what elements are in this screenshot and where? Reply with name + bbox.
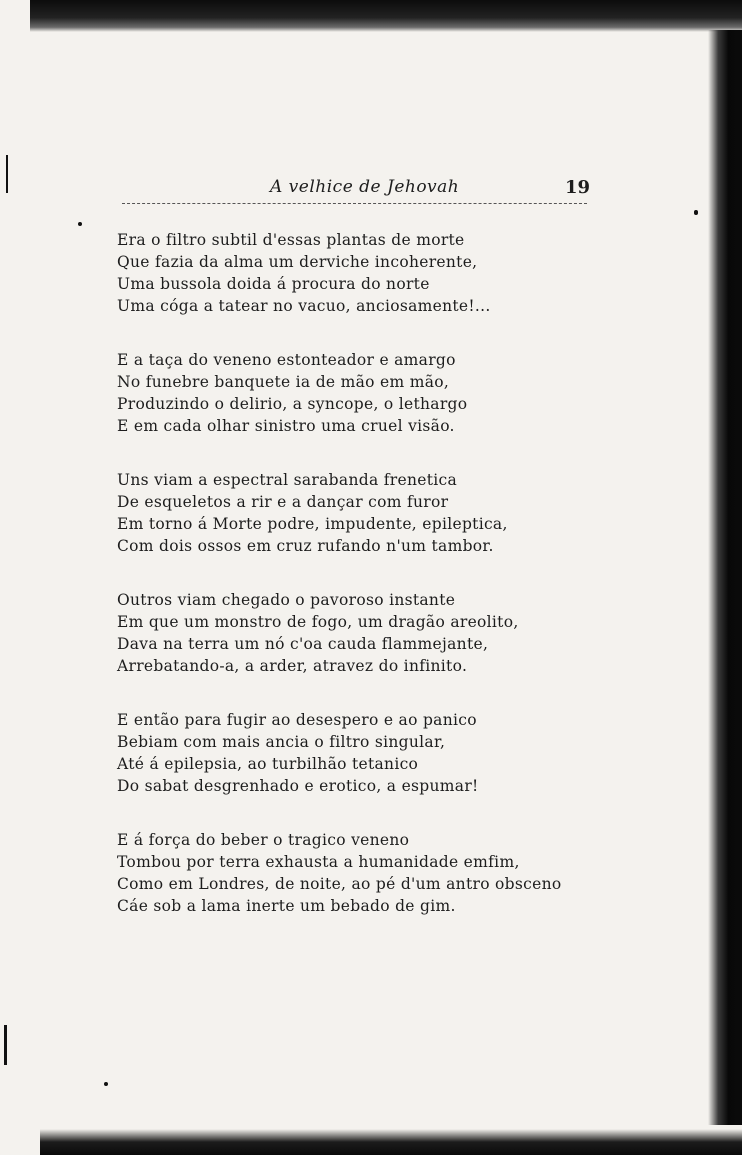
stanza-1 [117, 229, 577, 317]
verse-line: Até á epilepsia, ao turbilhão tetanico [117, 755, 419, 773]
verse-line: Uma cóga a tatear no vacuo, anciosamente!... [117, 297, 491, 315]
verse-line: Tombou por terra exhausta a humanidade emfim, [117, 853, 520, 871]
verse-line: Com dois ossos em cruz rufando n'um tambor. [117, 537, 494, 555]
stanza-3 [117, 469, 577, 557]
verse-line: E então para fugir ao desespero e ao panico [117, 711, 477, 729]
verse-line: Uns viam a espectral sarabanda frenetica [117, 471, 458, 489]
verse-line: Dava na terra um nó c'oa cauda flammejante, [117, 635, 489, 653]
verse-line: Do sabat desgrenhado e erotico, a espumar! [117, 777, 479, 795]
page-number: 19 [564, 177, 590, 198]
verse-line: Outros viam chegado o pavoroso instante [117, 591, 456, 609]
verse-line: Bebiam com mais ancia o filtro singular, [117, 733, 446, 751]
stanza-4 [117, 589, 577, 677]
verse-line: De esqueletos a rir e a dançar com furor [117, 493, 449, 511]
verse-line: Que fazia da alma um derviche incoherente, [117, 253, 478, 271]
verse-line: E a taça do veneno estonteador e amargo [117, 351, 456, 369]
verse-line: No funebre banquete ia de mão em mão, [117, 373, 450, 391]
poem [117, 229, 577, 949]
verse-line: E á força do beber o tragico veneno [117, 831, 410, 849]
verse-line: E em cada olhar sinistro uma cruel visão. [117, 417, 455, 435]
verse-line: Era o filtro subtil d'essas plantas de morte [117, 231, 465, 249]
verse-line: Uma bussola doida á procura do norte [117, 275, 430, 293]
stanza-5 [117, 709, 577, 797]
verse-line: Produzindo o delirio, a syncope, o lethargo [117, 395, 468, 413]
running-title: A velhice de Jehovah [270, 177, 460, 197]
header-rule [122, 203, 587, 204]
verse-line: Em que um monstro de fogo, um dragão areolito, [117, 613, 519, 631]
verse-line: Em torno á Morte podre, impudente, epileptica, [117, 515, 508, 533]
verse-line: Arrebatando-a, a arder, atravez do infinito. [117, 657, 468, 675]
stanza-2 [117, 349, 577, 437]
verse-line: Como em Londres, de noite, ao pé d'um antro obsceno [117, 875, 562, 893]
page-header [120, 177, 590, 201]
verse-line: Cáe sob a lama inerte um bebado de gim. [117, 897, 456, 915]
stanza-6 [117, 829, 577, 917]
